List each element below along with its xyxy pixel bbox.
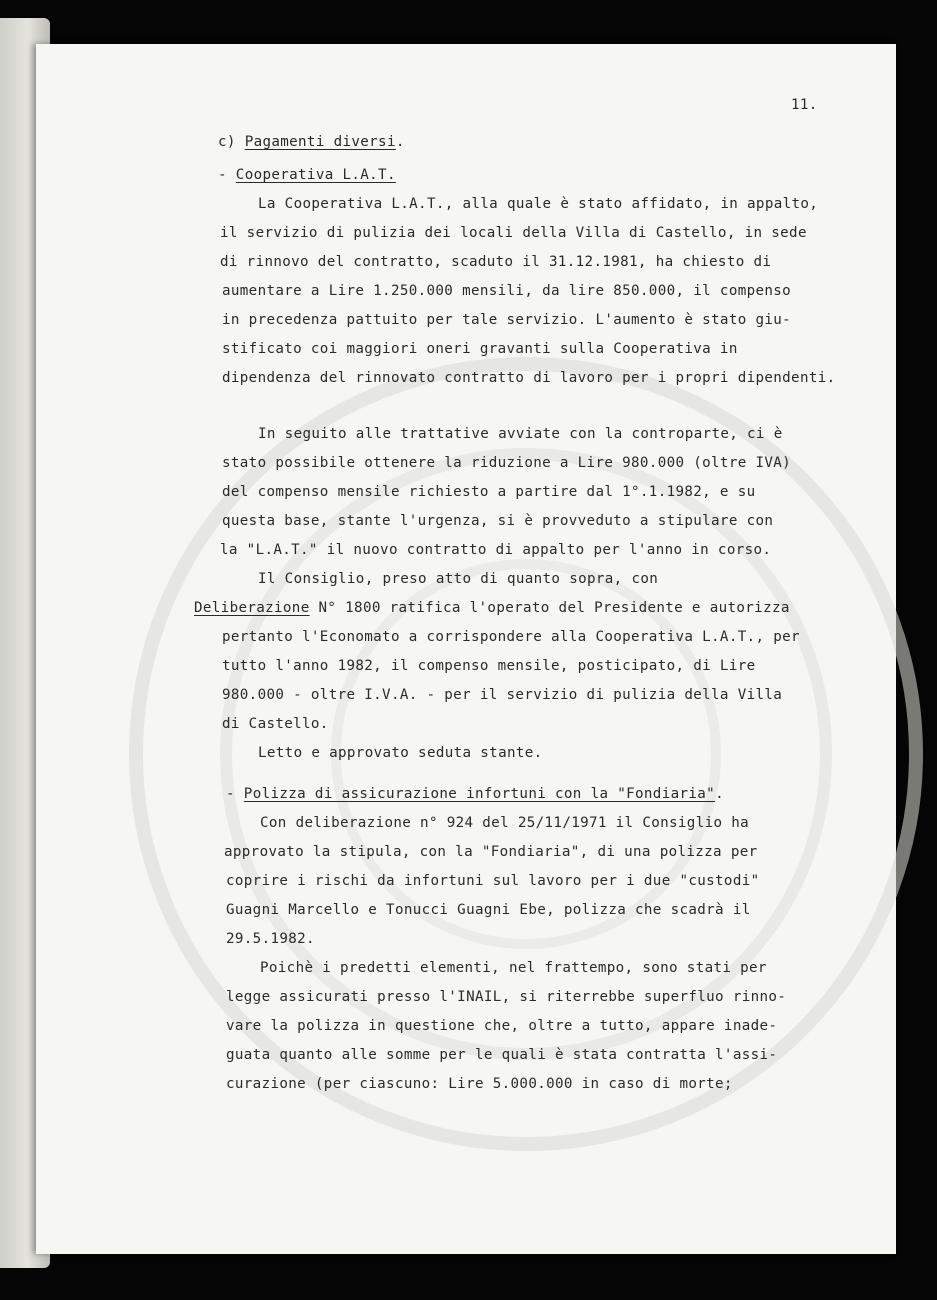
subsection-title-text: Polizza di assicurazione infortuni con la "Fondiaria" bbox=[243, 786, 716, 802]
body-line: approvato la stipula, con la "Fondiaria", di una polizza per bbox=[224, 844, 758, 860]
subsection-title-fondiaria bbox=[226, 785, 724, 803]
body-line: questa base, stante l'urgenza, si è provveduto a stipulare con bbox=[222, 513, 774, 529]
body-line: Con deliberazione n° 924 del 25/11/1971 il Consiglio ha bbox=[260, 815, 750, 831]
body-line: 29.5.1982. bbox=[226, 931, 315, 947]
body-line: del compenso mensile richiesto a partire dal 1°.1.1982, e su bbox=[222, 484, 756, 500]
document-page bbox=[36, 44, 896, 1254]
body-line: In seguito alle trattative avviate con la controparte, ci è bbox=[258, 426, 783, 442]
body-line: guata quanto alle somme per le quali è stata contratta l'assi- bbox=[226, 1047, 778, 1063]
body-line: di rinnovo del contratto, scaduto il 31.12.1981, ha chiesto di bbox=[220, 254, 772, 270]
body-line: Il Consiglio, preso atto di quanto sopra, con bbox=[258, 571, 659, 587]
body-line: aumentare a Lire 1.250.000 mensili, da lire 850.000, il compenso bbox=[222, 283, 792, 299]
body-line: Poichè i predetti elementi, nel frattempo, sono stati per bbox=[260, 960, 767, 976]
heading-title: Pagamenti diversi bbox=[244, 134, 396, 150]
body-line: curazione (per ciascuno: Lire 5.000.000 in caso di morte; bbox=[226, 1076, 733, 1092]
deliberation-line bbox=[194, 599, 790, 617]
dash: - bbox=[226, 786, 244, 802]
heading-suffix: . bbox=[395, 134, 405, 150]
body-line: di Castello. bbox=[222, 716, 329, 732]
heading-prefix: c) bbox=[218, 134, 245, 150]
body-line: il servizio di pulizia dei locali della Villa di Castello, in sede bbox=[220, 225, 807, 241]
body-line: La Cooperativa L.A.T., alla quale è stato affidato, in appalto, bbox=[258, 196, 819, 212]
body-line: dipendenza del rinnovato contratto di lavoro per i propri dipendenti. bbox=[222, 370, 836, 386]
page-number: 11. bbox=[791, 97, 818, 113]
body-line: in precedenza pattuito per tale servizio. L'aumento è stato giu- bbox=[222, 312, 792, 328]
deliberation-word: Deliberazione bbox=[194, 600, 310, 616]
body-line: legge assicurati presso l'INAIL, si riterrebbe superfluo rinno- bbox=[226, 989, 787, 1005]
body-line: 980.000 - oltre I.V.A. - per il servizio di pulizia della Villa bbox=[222, 687, 783, 703]
subsection-title-suffix: . bbox=[715, 786, 724, 802]
body-line: stato possibile ottenere la riduzione a Lire 980.000 (oltre IVA) bbox=[222, 455, 792, 471]
body-line: Guagni Marcello e Tonucci Guagni Ebe, polizza che scadrà il bbox=[226, 902, 751, 918]
body-line: coprire i rischi da infortuni sul lavoro per i due "custodi" bbox=[226, 873, 760, 889]
section-heading bbox=[218, 133, 405, 151]
body-line: Letto e approvato seduta stante. bbox=[258, 745, 543, 761]
deliberation-rest: N° 1800 ratifica l'operato del Presidente e autorizza bbox=[309, 600, 790, 616]
body-line: pertanto l'Economato a corrispondere alla Cooperativa L.A.T., per bbox=[222, 629, 800, 645]
dash: - bbox=[218, 167, 236, 183]
subsection-title-lat bbox=[218, 166, 396, 184]
body-line: vare la polizza in questione che, oltre a tutto, appare inade- bbox=[226, 1018, 778, 1034]
body-line: la "L.A.T." il nuovo contratto di appalto per l'anno in corso. bbox=[220, 542, 772, 558]
subsection-title-text: Cooperativa L.A.T. bbox=[235, 167, 396, 183]
body-line: stificato coi maggiori oneri gravanti sulla Cooperativa in bbox=[222, 341, 738, 357]
body-line: tutto l'anno 1982, il compenso mensile, posticipato, di Lire bbox=[222, 658, 756, 674]
